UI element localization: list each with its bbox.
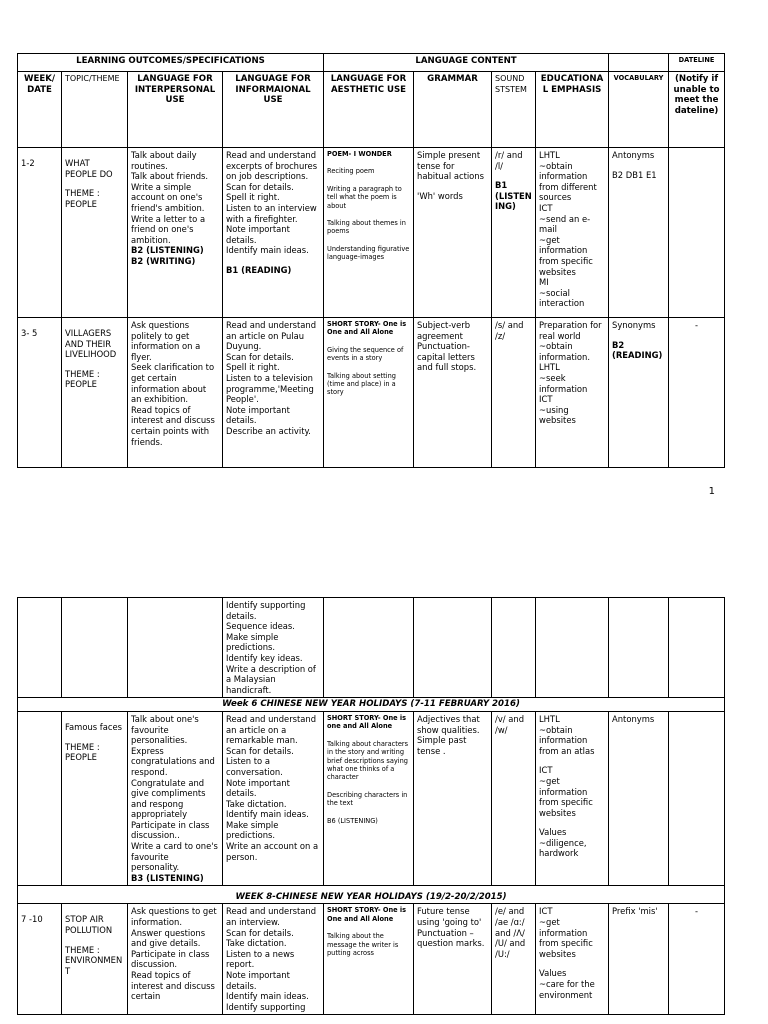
week8-holiday-banner: WEEK 8-CHINESE NEW YEAR HOLIDAYS (19/2-20/2/2015) — [18, 886, 725, 904]
informational-cell: Identify supporting details. Sequence ideas. Make simple predictions. Identify key ideas. Write a description of a Malaysian handicraft. — [223, 598, 324, 698]
sound-cell: /v/ and /w/ — [492, 711, 536, 886]
informational-cell: Read and understand an article on Pulau Duyung. Scan for details. Spell it right. Listen to a television programme,'Meeting People'. Note important details. Describe an activity. — [223, 318, 324, 468]
topic-cell: WHAT PEOPLE DO THEME : PEOPLE — [62, 148, 128, 318]
page-2 — [0, 560, 768, 1024]
table-row — [18, 698, 725, 712]
dateline-cell: - — [669, 318, 725, 468]
language-content-header: LANGUAGE CONTENT — [324, 54, 609, 72]
sound-cell: /e/ and /ae /ɑ:/ and /Λ/ /U/ and /U:/ — [492, 904, 536, 1015]
dateline-cell — [669, 148, 725, 318]
informational-cell: Read and understand excerpts of brochures on job descriptions. Scan for details. Spell it right. Listen to an interview with a firefighter. Note important details. Identify main ideas. B1 (READING) — [223, 148, 324, 318]
learning-outcomes-header: LEARNING OUTCOMES/SPECIFICATIONS — [18, 54, 324, 72]
sound-system-header: SOUND STSTEM — [492, 72, 536, 148]
informational-cell: Read and understand an article on a remarkable man. Scan for details. Listen to a conversation. Note important details. Take dictation. Identify main ideas. Make simple predictions. Write an account on a person. — [223, 711, 324, 886]
informational-header: LANGUAGE FOR INFORMAIONAL USE — [223, 72, 324, 148]
week6-holiday-banner: Week 6 CHINESE NEW YEAR HOLIDAYS (7-11 FEBRUARY 2016) — [18, 698, 725, 712]
week-cell: 7 -10 — [18, 904, 62, 1015]
aesthetic-cell: POEM- I WONDER Reciting poem Writing a paragraph to tell what the poem is about Talking about themes in poems Understanding figurative language-images — [324, 148, 414, 318]
topic-theme-header: TOPIC/THEME — [62, 72, 128, 148]
page-number: 1 — [708, 486, 715, 497]
vocabulary-cell: Antonyms B2 DB1 E1 — [609, 148, 669, 318]
topic-cell: VILLAGERS AND THEIR LIVELIHOOD THEME : PEOPLE — [62, 318, 128, 468]
dateline-header: DATELINE — [669, 54, 725, 72]
vocabulary-cell: Prefix 'mis' — [609, 904, 669, 1015]
sound-cell: /s/ and /z/ — [492, 318, 536, 468]
emphasis-cell: Preparation for real world ~obtain information. LHTL ~seek information ICT ~using websites — [536, 318, 609, 468]
topic-cell: STOP AIR POLLUTION THEME : ENVIRONMENT — [62, 904, 128, 1015]
aesthetic-cell: SHORT STORY- One is One and All Alone Talking about the message the writer is putting across — [324, 904, 414, 1015]
emphasis-cell: ICT ~get information from specific websites Values ~care for the environment — [536, 904, 609, 1015]
grammar-header: GRAMMAR — [414, 72, 492, 148]
vocabulary-cell: Antonyms — [609, 711, 669, 886]
sound-cell: /r/ and /l/ B1 (LISTENING) — [492, 148, 536, 318]
grammar-cell: Future tense using 'going to' Punctuation – question marks. — [414, 904, 492, 1015]
week-cell: 1-2 — [18, 148, 62, 318]
aesthetic-cell: SHORT STORY- One is One and All Alone Giving the sequence of events in a story Talking about setting (time and place) in a story — [324, 318, 414, 468]
vocabulary-header: VOCABULARY — [609, 72, 669, 148]
table-row — [18, 711, 725, 886]
interpersonal-cell: Ask questions to get information. Answer questions and give details. Participate in class discussion. Read topics of interest and discuss certain — [128, 904, 223, 1015]
vocabulary-cell: Synonyms B2 (READING) — [609, 318, 669, 468]
aesthetic-header: LANGUAGE FOR AESTHETIC USE — [324, 72, 414, 148]
grammar-cell: Simple present tense for habitual actions 'Wh' words — [414, 148, 492, 318]
week-date-header: WEEK/ DATE — [18, 72, 62, 148]
dateline-note-header: (Notify if unable to meet the dateline) — [669, 72, 725, 148]
grammar-cell: Adjectives that show qualities. Simple past tense . — [414, 711, 492, 886]
scheme-table-page1 — [17, 53, 725, 468]
interpersonal-header: LANGUAGE FOR INTERPERSONAL USE — [128, 72, 223, 148]
emphasis-cell: LHTL ~obtain information from different sources ICT ~send an e-mail ~get information from specific websites MI ~social interaction — [536, 148, 609, 318]
informational-cell: Read and understand an interview. Scan for details. Take dictation. Listen to a news report. Note important details. Identify main ideas. Identify supporting — [223, 904, 324, 1015]
aesthetic-cell: SHORT STORY- One is one and All Alone Talking about characters in the story and writing brief descriptions saying what one thinks of a character Describing characters in the text B6 (LISTENING) — [324, 711, 414, 886]
interpersonal-cell: Ask questions politely to get information on a flyer. Seek clarification to get certain information about an exhibition. Read topics of interest and discuss certain points with friends. — [128, 318, 223, 468]
dateline-cell: - — [669, 904, 725, 1015]
topic-cell: Famous faces THEME : PEOPLE — [62, 711, 128, 886]
week-cell: 3- 5 — [18, 318, 62, 468]
interpersonal-cell: Talk about daily routines. Talk about friends. Write a simple account on one's friend's ambition. Write a letter to a friend on one's ambition. B2 (LISTENING) B2 (WRITING) — [128, 148, 223, 318]
interpersonal-cell: Talk about one's favourite personalities. Express congratulations and respond. Congratulate and give compliments and respong appropriately Participate in class discussion.. Write a card to one's favourite personality. B3 (LISTENING) — [128, 711, 223, 886]
grammar-cell: Subject-verb agreement Punctuation-capital letters and full stops. — [414, 318, 492, 468]
table-row — [18, 886, 725, 904]
table-row — [18, 148, 725, 318]
table-row — [18, 904, 725, 1015]
scheme-table-page2 — [17, 597, 725, 1015]
table-row — [18, 318, 725, 468]
educational-emphasis-header: EDUCATIONAL EMPHASIS — [536, 72, 609, 148]
emphasis-cell: LHTL ~obtain information from an atlas ICT ~get information from specific websites Values ~diligence, hardwork — [536, 711, 609, 886]
table-row — [18, 598, 725, 698]
